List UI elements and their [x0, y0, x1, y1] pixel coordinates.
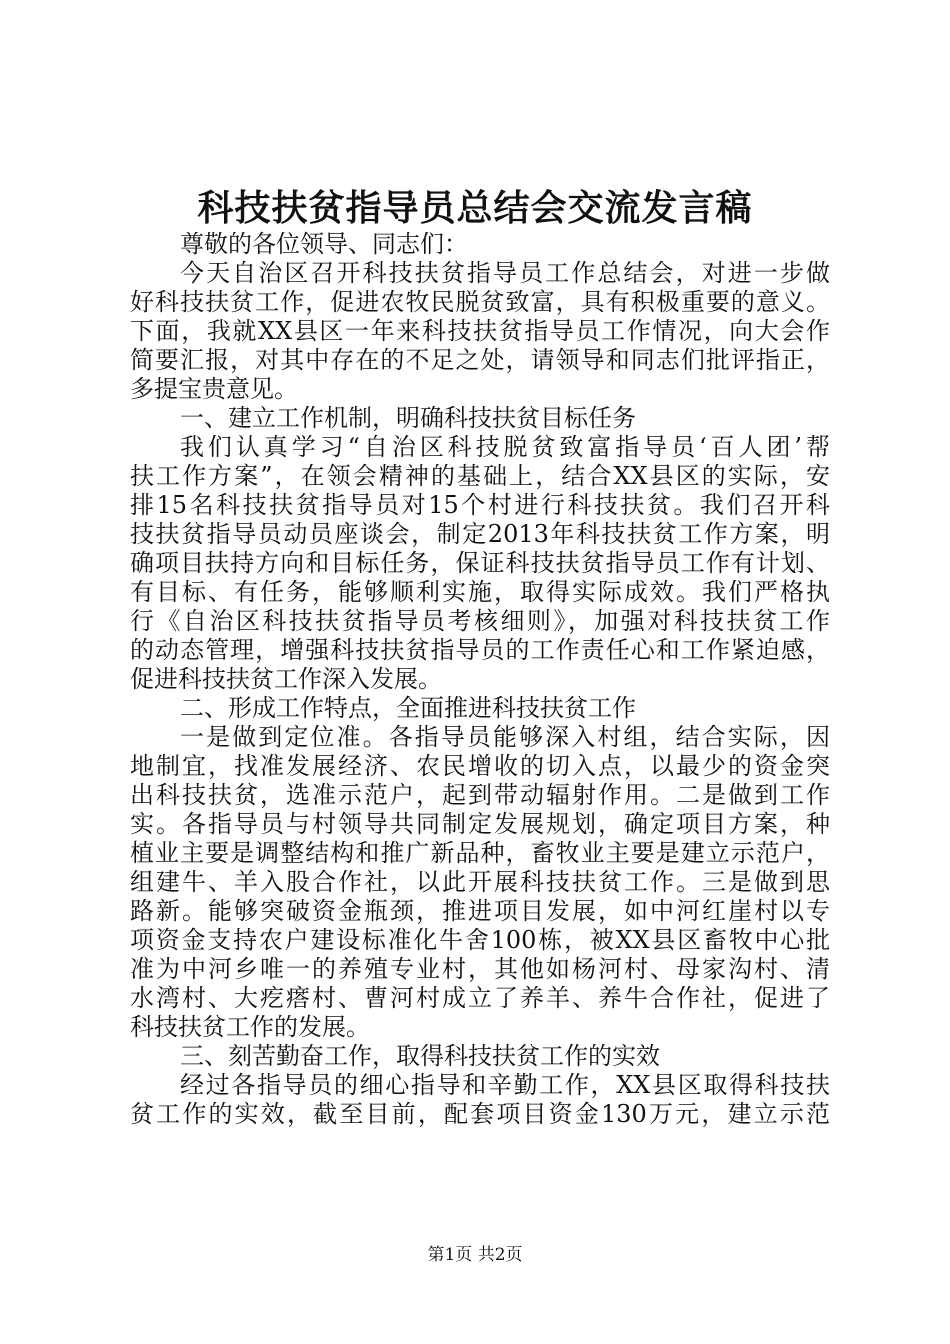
text-line: 我们认真学习“自治区科技脱贫致富指导员‘百人团’帮 — [180, 433, 830, 461]
text-line: 组建牛、羊入股合作社，以此开展科技扶贫工作。三是做到思 — [130, 868, 830, 896]
text-line: 确项目扶持方向和目标任务，保证科技扶贫指导员工作有计划、 — [130, 549, 830, 577]
text-line: 今天自治区召开科技扶贫指导员工作总结会，对进一步做 — [180, 259, 830, 287]
text-line: 经过各指导员的细心指导和辛勤工作，XX县区取得科技扶 — [180, 1071, 830, 1099]
text-line: 有目标、有任务，能够顺利实施，取得实际成效。我们严格执 — [130, 578, 830, 606]
text-line: 排15名科技扶贫指导员对15个村进行科技扶贫。我们召开科 — [130, 491, 830, 519]
text-line: 实。各指导员与村领导共同制定发展规划，确定项目方案，种 — [130, 810, 830, 838]
text-line: 二、形成工作特点，全面推进科技扶贫工作 — [180, 694, 636, 722]
text-line: 水湾村、大疙瘩村、曹河村成立了养羊、养牛合作社，促进了 — [130, 984, 830, 1012]
text-line: 好科技扶贫工作，促进农牧民脱贫致富，具有积极重要的意义。 — [130, 288, 830, 316]
text-line: 路新。能够突破资金瓶颈，推进项目发展，如中河红崖村以专 — [130, 897, 830, 925]
text-line: 尊敬的各位领导、同志们： — [180, 230, 468, 258]
text-line: 一、建立工作机制，明确科技扶贫目标任务 — [180, 404, 636, 432]
text-line: 的动态管理，增强科技扶贫指导员的工作责任心和工作紧迫感， — [130, 636, 830, 664]
text-line: 扶工作方案”，在领会精神的基础上，结合XX县区的实际，安 — [130, 462, 830, 490]
text-line: 促进科技扶贫工作深入发展。 — [130, 665, 442, 693]
text-line: 行《自治区科技扶贫指导员考核细则》，加强对科技扶贫工作 — [130, 607, 830, 635]
text-line: 科技扶贫工作的发展。 — [130, 1013, 370, 1041]
text-line: 下面，我就XX县区一年来科技扶贫指导员工作情况，向大会作 — [130, 317, 830, 345]
text-line: 一是做到定位准。各指导员能够深入村组，结合实际，因 — [180, 723, 830, 751]
text-line: 地制宜，找准发展经济、农民增收的切入点，以最少的资金突 — [130, 752, 830, 780]
text-line: 简要汇报，对其中存在的不足之处，请领导和同志们批评指正， — [130, 346, 830, 374]
page-footer: 第1页 共2页 — [427, 1245, 523, 1265]
text-line: 多提宝贵意见。 — [130, 375, 298, 403]
text-line: 项资金支持农户建设标准化牛舍100栋，被XX县区畜牧中心批 — [130, 926, 830, 954]
text-line: 植业主要是调整结构和推广新品种，畜牧业主要是建立示范户， — [130, 839, 830, 867]
document-body — [130, 230, 830, 1129]
text-line: 技扶贫指导员动员座谈会，制定2013年科技扶贫工作方案，明 — [130, 520, 830, 548]
text-line: 准为中河乡唯一的养殖专业村，其他如杨河村、母家沟村、清 — [130, 955, 830, 983]
text-line: 贫工作的实效，截至目前，配套项目资金130万元，建立示范 — [130, 1100, 830, 1128]
document-title: 科技扶贫指导员总结会交流发言稿 — [197, 187, 753, 229]
text-line: 出科技扶贫，选准示范户，起到带动辐射作用。二是做到工作 — [130, 781, 830, 809]
text-line: 三、刻苦勤奋工作，取得科技扶贫工作的实效 — [180, 1042, 660, 1070]
